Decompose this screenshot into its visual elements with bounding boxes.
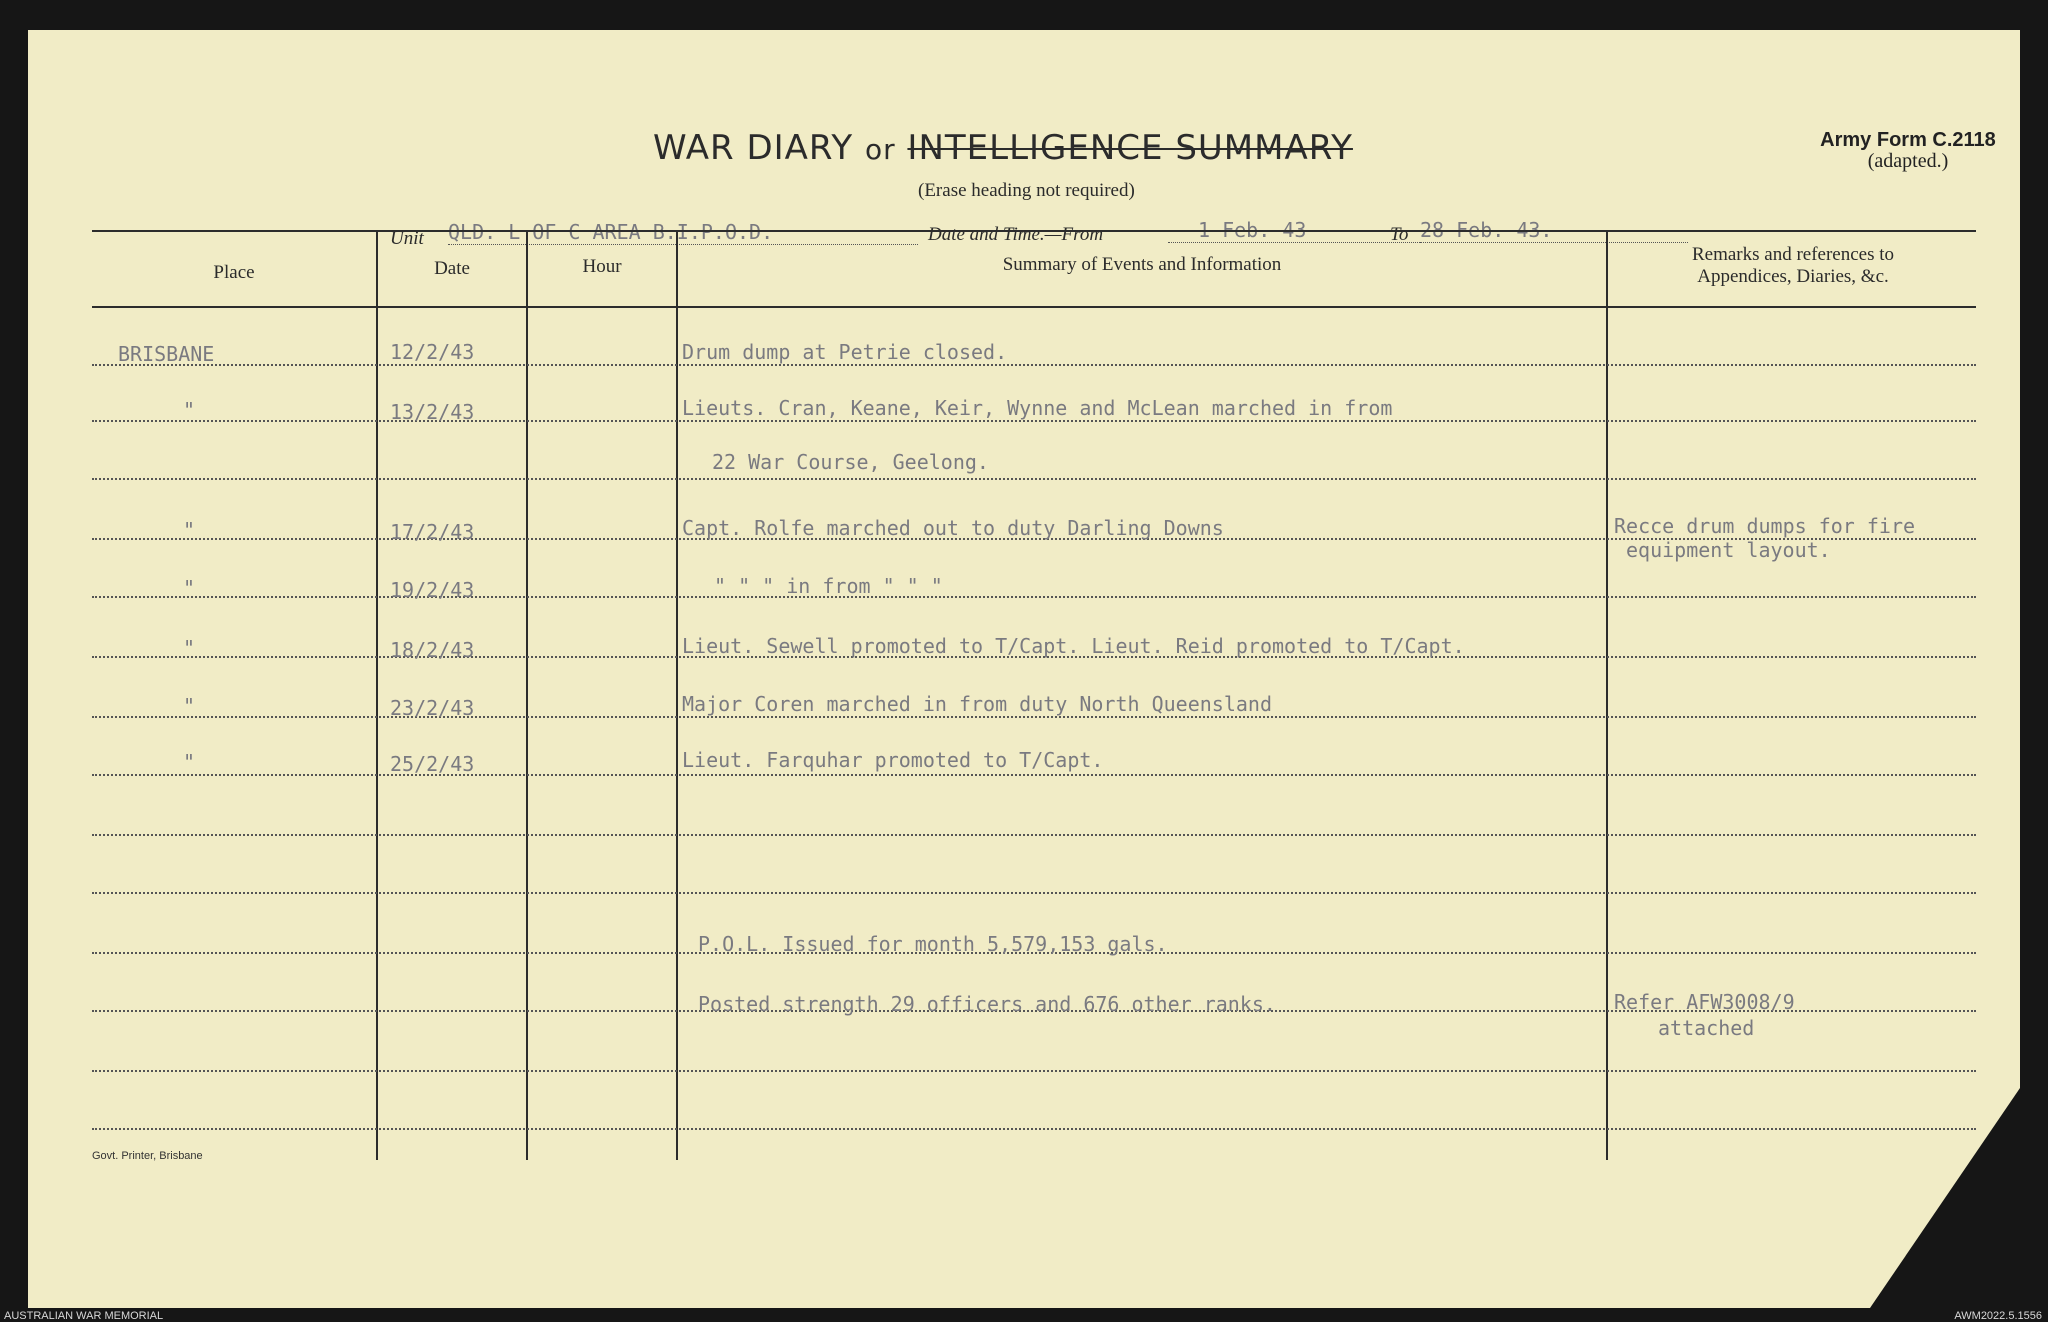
entry-remarks: equipment layout. <box>1626 538 1831 562</box>
divider-summary-remarks <box>1606 232 1608 1160</box>
date-from-label: Date and Time.—From <box>928 224 1104 245</box>
entry-place: " <box>183 576 196 600</box>
column-header-date: Date <box>434 258 470 279</box>
entry-summary: Major Coren marched in from duty North Queensland <box>682 692 1273 716</box>
entry-place: " <box>183 518 196 542</box>
rule-line <box>92 420 1976 422</box>
form-title <box>653 128 1353 168</box>
entry-date: 23/2/43 <box>390 696 475 720</box>
entry-summary: Lieut. Farquhar promoted to T/Capt. <box>682 748 1104 772</box>
entry-summary: Lieut. Sewell promoted to T/Capt. Lieut. Reid promoted to T/Capt. <box>682 634 1465 658</box>
title-intelligence-summary-struck: INTELLIGENCE SUMMARY <box>907 128 1353 168</box>
rule-line <box>92 892 1976 894</box>
erase-heading-note: (Erase heading not required) <box>918 180 1135 201</box>
column-header-summary: Summary of Events and Information <box>1002 254 1282 275</box>
entry-place: " <box>183 398 196 422</box>
title-or: or <box>864 133 896 166</box>
entry-place: " <box>183 750 196 774</box>
rule-line <box>92 478 1976 480</box>
rule-line <box>92 834 1976 836</box>
entry-summary: Drum dump at Petrie closed. <box>682 340 1008 364</box>
archive-credit: AUSTRALIAN WAR MEMORIAL <box>4 1310 164 1322</box>
entry-summary: P.O.L. Issued for month 5,579,153 gals. <box>698 932 1168 956</box>
date-from-value: 1 Feb. 43 <box>1168 218 1438 243</box>
entry-date: 13/2/43 <box>390 400 475 424</box>
entry-place: " <box>183 694 196 718</box>
army-form-number: Army Form C.2118 <box>1820 129 1996 151</box>
title-war-diary: WAR DIARY <box>653 128 854 168</box>
entry-summary: Lieuts. Cran, Keane, Keir, Wynne and McLean marched in from <box>682 396 1393 420</box>
column-header-hour: Hour <box>582 256 622 277</box>
entry-summary: Capt. Rolfe marched out to duty Darling Downs <box>682 516 1224 540</box>
archive-reference: AWM2022.5.1556 <box>1954 1310 2042 1322</box>
entry-date: 17/2/43 <box>390 520 475 544</box>
remarks-header-line2: Appendices, Diaries, &c. <box>1697 266 1889 287</box>
rule-line <box>92 716 1976 718</box>
rule-line <box>92 596 1976 598</box>
rule-line <box>92 774 1976 776</box>
remarks-header-line1: Remarks and references to <box>1691 244 1895 265</box>
table-header-border <box>92 306 1976 308</box>
army-form-reference <box>1788 130 2028 172</box>
rule-line <box>92 1128 1976 1130</box>
unit-label: Unit <box>390 228 424 249</box>
unit-value: QLD. L OF C AREA B.I.P.O.D. <box>448 220 918 245</box>
divider-hour-summary <box>676 232 678 1160</box>
entry-date: 12/2/43 <box>390 340 475 364</box>
rule-line <box>92 364 1976 366</box>
diary-form-sheet <box>28 30 2020 1308</box>
entry-place: " <box>183 636 196 660</box>
entry-summary: Posted strength 29 officers and 676 other ranks. <box>698 992 1276 1016</box>
entry-date: 18/2/43 <box>390 638 475 662</box>
entry-remarks: Refer AFW3008/9 <box>1614 990 1795 1014</box>
date-to-label: To <box>1390 224 1409 245</box>
divider-place-date <box>376 232 378 1160</box>
rule-line <box>92 1070 1976 1072</box>
divider-date-hour <box>526 232 528 1160</box>
column-header-remarks <box>1608 244 1978 288</box>
entry-summary: " " " in from " " " <box>714 574 943 598</box>
folded-corner <box>1870 1088 2020 1308</box>
column-header-place: Place <box>213 262 255 283</box>
entry-date: 19/2/43 <box>390 578 475 602</box>
table-top-border <box>92 230 1976 232</box>
date-to-value: 28 Feb. 43. <box>1420 218 1688 243</box>
entry-remarks: attached <box>1658 1016 1755 1040</box>
entry-date: 25/2/43 <box>390 752 475 776</box>
army-form-adapted: (adapted.) <box>1867 150 1949 172</box>
printer-imprint: Govt. Printer, Brisbane <box>92 1150 203 1162</box>
entry-place: BRISBANE <box>118 342 215 366</box>
entry-summary: 22 War Course, Geelong. <box>712 450 989 474</box>
entry-remarks: Recce drum dumps for fire <box>1614 514 1916 538</box>
